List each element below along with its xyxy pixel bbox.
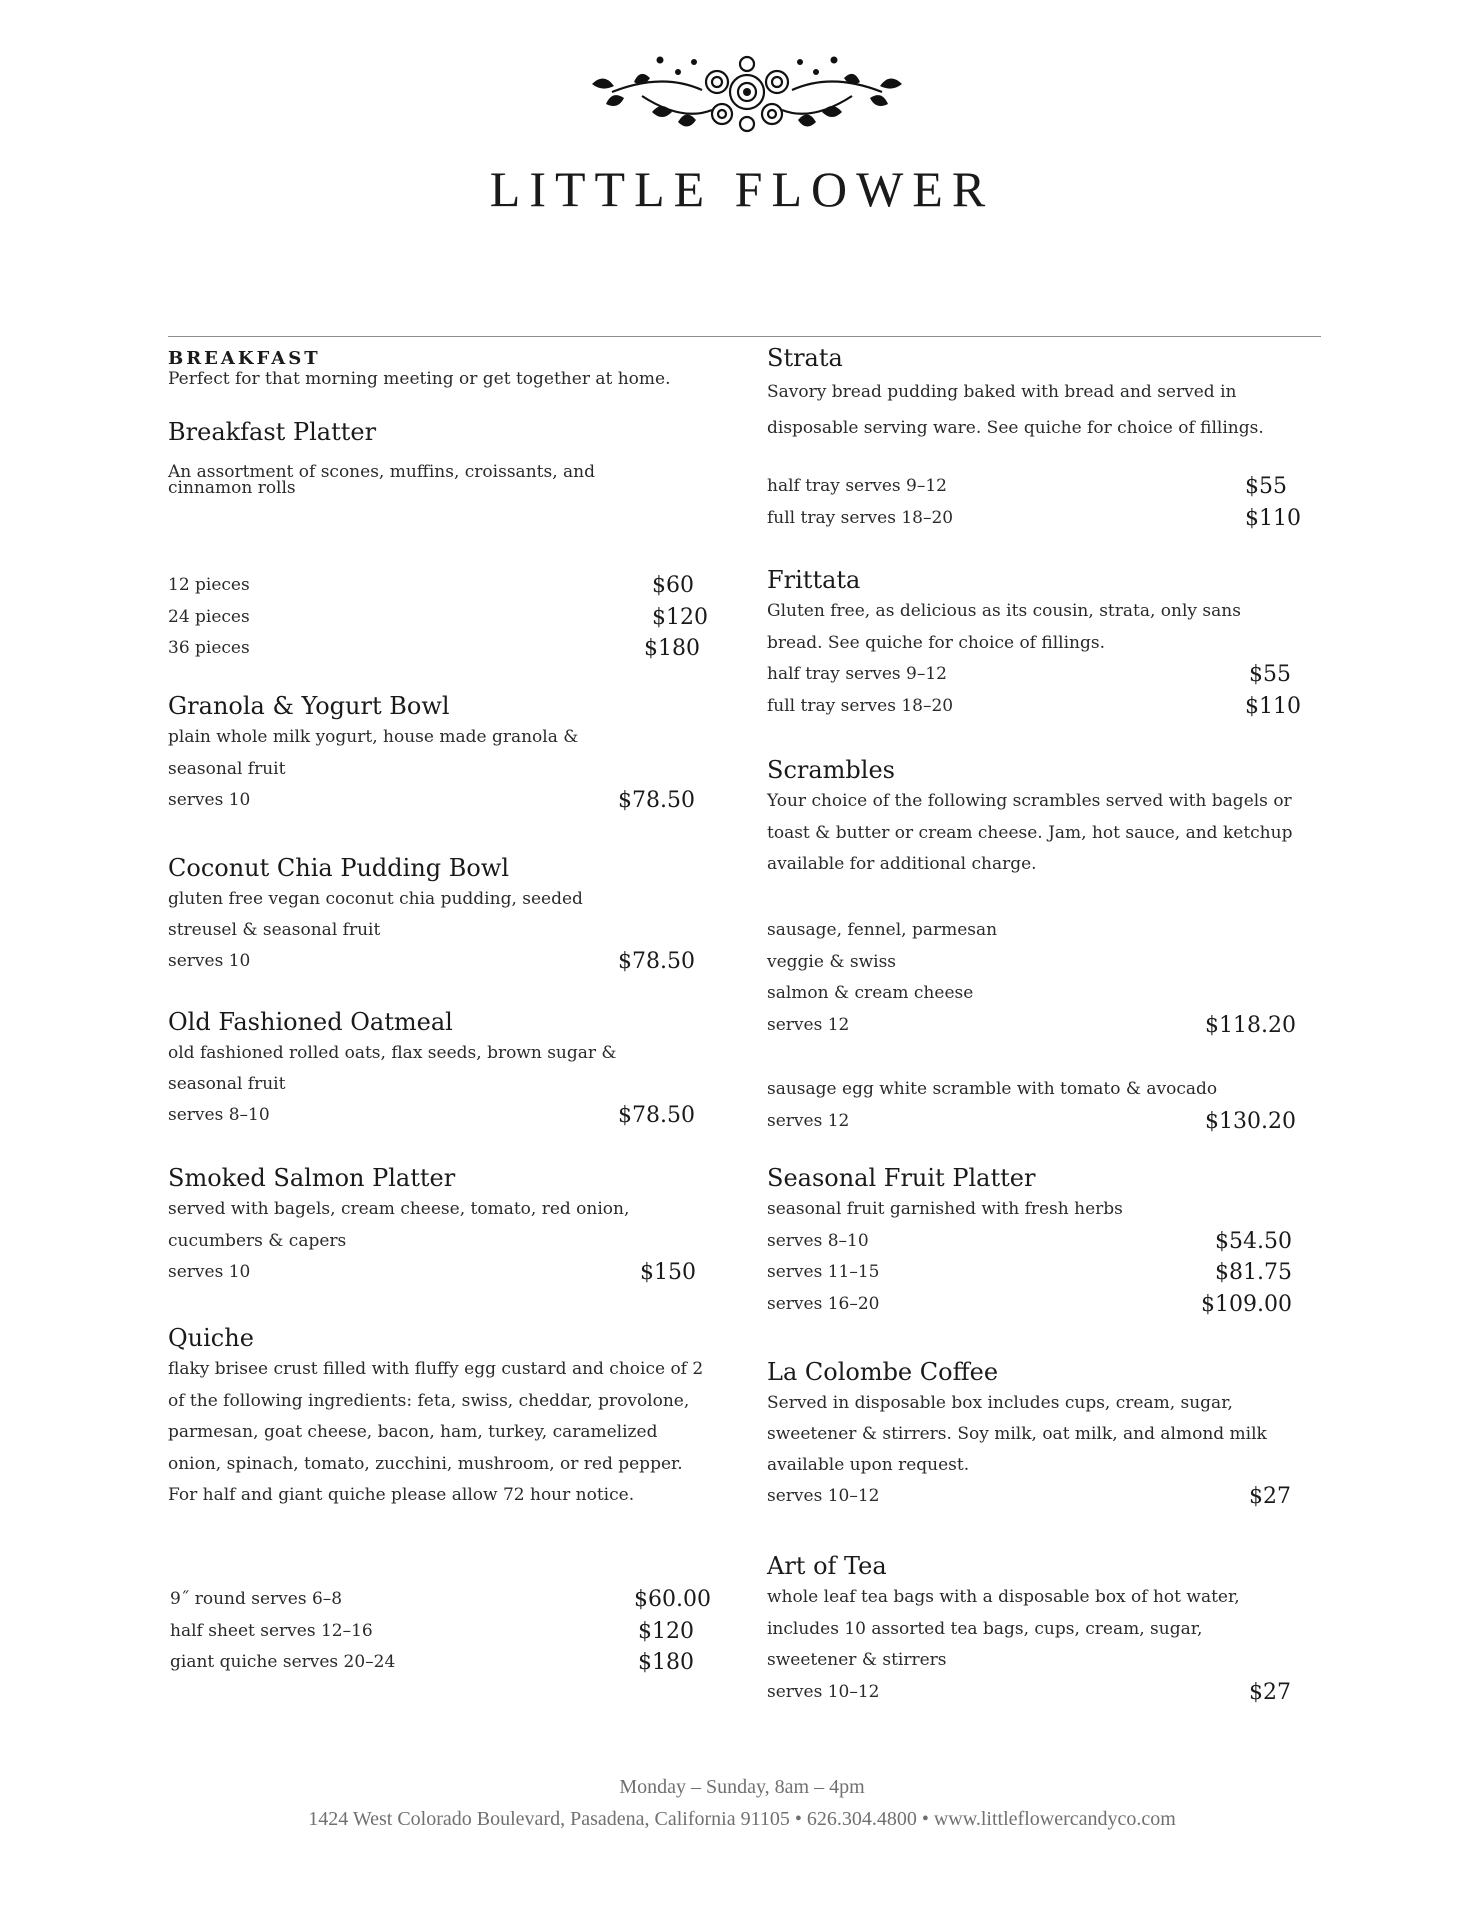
item-name: Seasonal Fruit Platter xyxy=(767,1164,1036,1192)
menu-item-art-of-tea xyxy=(767,1550,1312,1708)
item-description: served with bagels, cream cheese, tomato, red onion, cucumbers & capers xyxy=(168,1199,630,1251)
price-size: serves 8–10 xyxy=(767,1230,869,1251)
footer-hours: Monday – Sunday, 8am – 4pm xyxy=(619,1776,865,1798)
price-value: $118.20 xyxy=(1205,1012,1296,1038)
price-size: serves 11–15 xyxy=(767,1262,880,1282)
price-value: $120 xyxy=(652,604,708,630)
menu-item-la-colombe-coffee xyxy=(767,1356,1312,1513)
price-value: $180 xyxy=(638,1650,694,1675)
menu-item-quiche xyxy=(168,1322,713,1512)
price-value: $60 xyxy=(652,573,694,598)
price-list xyxy=(767,471,1312,534)
item-description: Savory bread pudding baked with bread and served in disposable serving ware. See quiche for choice of fillings. xyxy=(767,382,1264,438)
price-row xyxy=(170,1584,715,1616)
item-description: gluten free vegan coconut chia pudding, seeded streusel & seasonal fruit xyxy=(168,889,583,940)
price-value: $120 xyxy=(638,1618,694,1644)
price-size: serves 8–10 xyxy=(168,1105,270,1125)
price-size: serves 12 xyxy=(767,1110,850,1131)
price-size: half tray serves 9–12 xyxy=(767,476,947,496)
price-value: $27 xyxy=(1249,1679,1291,1705)
item-name: Smoked Salmon Platter xyxy=(168,1164,456,1192)
price-list xyxy=(170,1584,715,1679)
price-row xyxy=(168,1257,713,1289)
item-name: Old Fashioned Oatmeal xyxy=(168,1008,453,1036)
scramble-choice: sausage egg white scramble with tomato & avocado xyxy=(767,1079,1218,1099)
item-name: Coconut Chia Pudding Bowl xyxy=(168,854,510,882)
price-size: 9˝ round serves 6–8 xyxy=(170,1589,343,1609)
price-row xyxy=(767,1677,1312,1709)
item-description: Your choice of the following scrambles served with bagels or toast & butter or cream cheese. Jam, hot sauce, and ketchup available for additional charge. xyxy=(767,791,1293,874)
item-description: Served in disposable box includes cups, cream, sugar, sweetener & stirrers. Soy milk, oat milk, and almond milk available upon request. xyxy=(767,1393,1267,1475)
price-value: $109.00 xyxy=(1201,1291,1292,1317)
price-size: half sheet serves 12–16 xyxy=(170,1620,373,1641)
price-row xyxy=(767,471,1312,503)
price-row xyxy=(168,602,713,634)
price-value: $60.00 xyxy=(634,1587,711,1612)
price-size: 24 pieces xyxy=(168,606,250,627)
section-header xyxy=(168,348,713,388)
scramble-choice: salmon & cream cheese xyxy=(767,983,974,1003)
price-size: full tray serves 18–20 xyxy=(767,695,954,716)
price-value: $81.75 xyxy=(1215,1260,1292,1285)
price-row xyxy=(767,1257,1312,1289)
price-value: $180 xyxy=(644,636,700,661)
price-row xyxy=(168,785,713,817)
price-row xyxy=(767,1010,1312,1042)
menu-item-granola-yogurt-bowl xyxy=(168,690,713,817)
item-description: plain whole milk yogurt, house made granola & seasonal fruit xyxy=(168,727,579,779)
item-description: whole leaf tea bags with a disposable box of hot water, includes 10 assorted tea bags, cups, cream, sugar, sweetener & stirrers xyxy=(767,1587,1240,1670)
menu-item-breakfast-platter xyxy=(168,416,713,496)
section-subtitle: Perfect for that morning meeting or get together at home. xyxy=(168,369,671,389)
price-size: serves 12 xyxy=(767,1014,850,1035)
section-title: BREAKFAST xyxy=(168,348,321,369)
scramble-choice: veggie & swiss xyxy=(767,951,897,972)
price-value: $54.50 xyxy=(1215,1228,1292,1254)
price-size: 36 pieces xyxy=(168,638,250,658)
price-value: $78.50 xyxy=(618,949,695,974)
price-row xyxy=(767,1226,1312,1258)
floral-ornament-icon xyxy=(582,52,912,144)
price-value: $55 xyxy=(1245,474,1287,499)
price-value: $78.50 xyxy=(618,788,695,813)
price-row xyxy=(168,946,713,978)
price-row xyxy=(767,503,1312,535)
item-name: Scrambles xyxy=(767,756,895,784)
scramble-choices xyxy=(767,915,1312,1041)
price-row xyxy=(767,1481,1312,1513)
price-value: $130.20 xyxy=(1205,1108,1296,1134)
item-description: flaky brisee crust filled with fluffy egg custard and choice of 2 of the following ingredients: feta, swiss, cheddar, provolone, parmesan, goat cheese, bacon, ham, turkey, caramelized onion, spinach, tomato, zucchini, mushroom, or red pepper. For half and giant quiche please allow 72 hour notice. xyxy=(168,1359,704,1505)
item-description: old fashioned rolled oats, flax seeds, brown sugar & seasonal fruit xyxy=(168,1043,617,1094)
menu-item-strata xyxy=(767,342,1312,446)
price-value: $78.50 xyxy=(618,1103,695,1128)
price-size: half tray serves 9–12 xyxy=(767,664,947,684)
price-value: $150 xyxy=(640,1260,696,1285)
price-row xyxy=(767,1289,1312,1321)
item-name: Granola & Yogurt Bowl xyxy=(168,692,450,720)
menu-item-smoked-salmon-platter xyxy=(168,1162,713,1289)
price-size: 12 pieces xyxy=(168,575,250,595)
item-description: Gluten free, as delicious as its cousin, strata, only sans bread. See quiche for choice of fillings. xyxy=(767,601,1241,653)
price-size: serves 10–12 xyxy=(767,1681,880,1702)
price-row xyxy=(168,1100,713,1132)
price-value: $110 xyxy=(1245,505,1301,531)
item-name: Frittata xyxy=(767,566,861,594)
divider xyxy=(168,336,1321,337)
price-value: $27 xyxy=(1249,1484,1291,1509)
brand-name: LITTLE FLOWER xyxy=(489,161,995,217)
price-value: $110 xyxy=(1245,693,1301,719)
price-row xyxy=(767,691,1312,723)
price-value: $55 xyxy=(1249,662,1291,687)
footer-address: 1424 West Colorado Boulevard, Pasadena, California 91105 • 626.304.4800 • www.littleflowercandyco.com xyxy=(308,1808,1176,1830)
menu-item-coconut-chia-pudding-bowl xyxy=(168,852,713,978)
scramble-extra xyxy=(767,1074,1312,1137)
price-list xyxy=(168,570,713,665)
item-name: Art of Tea xyxy=(767,1552,887,1580)
price-size: serves 10 xyxy=(168,790,251,810)
price-row xyxy=(170,1647,715,1679)
item-description: seasonal fruit garnished with fresh herbs xyxy=(767,1199,1123,1219)
price-size: full tray serves 18–20 xyxy=(767,507,954,528)
price-row xyxy=(767,659,1312,691)
price-size: serves 10–12 xyxy=(767,1486,880,1506)
price-size: serves 10 xyxy=(168,951,251,971)
price-size: serves 10 xyxy=(168,1262,251,1282)
item-description: An assortment of scones, muffins, croissants, and cinnamon rolls xyxy=(168,462,595,498)
menu-item-seasonal-fruit-platter xyxy=(767,1162,1312,1320)
menu-item-frittata xyxy=(767,564,1312,722)
item-name: Strata xyxy=(767,344,843,372)
price-size: giant quiche serves 20–24 xyxy=(170,1652,396,1672)
price-row xyxy=(170,1616,715,1648)
menu-item-old-fashioned-oatmeal xyxy=(168,1006,713,1132)
price-row xyxy=(168,633,713,665)
item-name: Quiche xyxy=(168,1324,254,1352)
scramble-choice: sausage, fennel, parmesan xyxy=(767,920,998,940)
price-row xyxy=(767,1106,1312,1138)
price-row xyxy=(168,570,713,602)
menu-item-scrambles xyxy=(767,754,1312,881)
item-name: Breakfast Platter xyxy=(168,418,377,446)
item-name: La Colombe Coffee xyxy=(767,1358,999,1386)
price-size: serves 16–20 xyxy=(767,1293,880,1314)
